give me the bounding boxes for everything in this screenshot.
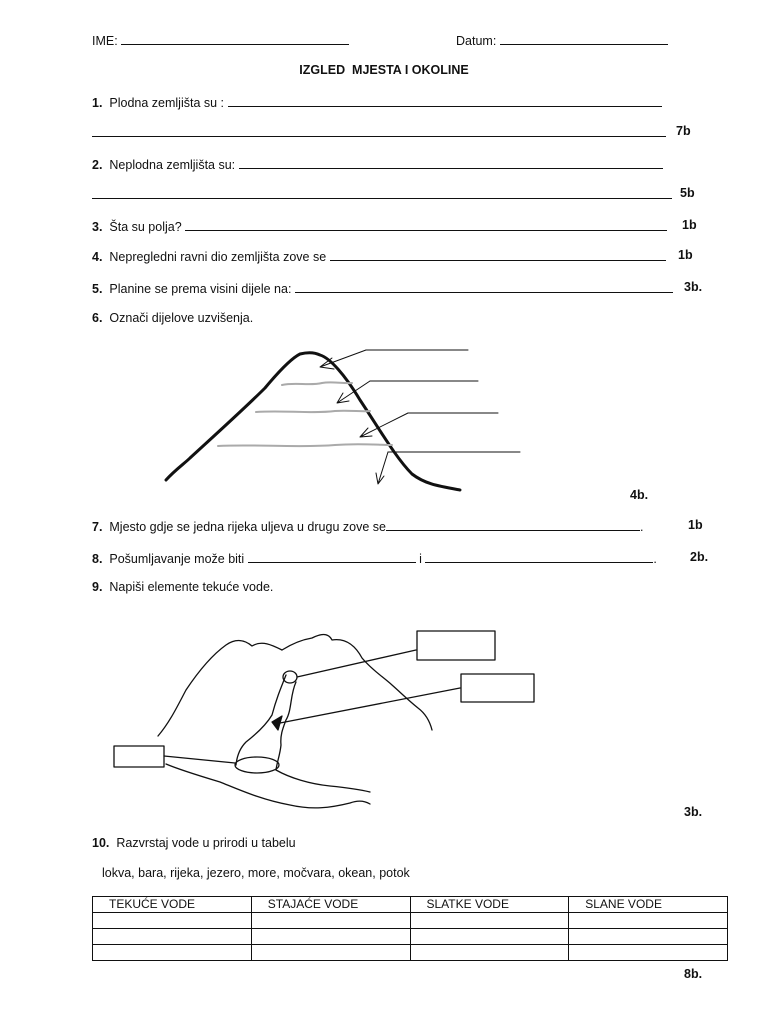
answer-blank[interactable]	[239, 156, 663, 169]
central-ridge	[282, 635, 432, 731]
question-8-connector: i	[419, 552, 422, 566]
date-blank[interactable]	[500, 32, 668, 45]
question-1-points: 7b	[676, 124, 691, 138]
course-arrow	[272, 716, 282, 730]
answer-blank[interactable]	[92, 124, 666, 137]
pointer-arrow	[376, 452, 388, 484]
answer-blank[interactable]	[330, 248, 666, 261]
question-1-line-2	[92, 124, 666, 140]
question-1	[92, 94, 662, 110]
name-field	[92, 32, 349, 48]
question-8-number: 8.	[92, 552, 103, 566]
label-box-source	[417, 631, 495, 660]
course-connector	[280, 688, 460, 723]
pointer-arrow	[360, 413, 408, 437]
name-blank[interactable]	[121, 32, 349, 45]
question-5-text: Planine se prema visini dijele na:	[109, 282, 292, 296]
table-header-flowing: TEKUĆE VODE	[93, 897, 252, 913]
question-6-text: Označi dijelove uzvišenja.	[109, 311, 254, 325]
water-classification-table	[92, 896, 728, 961]
question-3-points: 1b	[682, 218, 697, 232]
question-7: 7. Mjesto gdje se jedna rijeka uljeva u drugu zove se .	[92, 520, 644, 534]
source-connector	[297, 650, 416, 677]
question-10-points: 8b.	[684, 967, 703, 981]
question-2	[92, 156, 663, 172]
question-3-number: 3.	[92, 220, 103, 234]
table-cell[interactable]	[93, 913, 252, 929]
question-4	[92, 248, 666, 264]
river-bed-line	[276, 770, 370, 792]
question-3	[92, 218, 667, 234]
table-cell[interactable]	[93, 929, 252, 945]
question-2-line-2	[92, 186, 672, 202]
question-4-number: 4.	[92, 250, 103, 264]
river-bank-left	[236, 675, 286, 765]
table-cell[interactable]	[569, 913, 728, 929]
question-6-number: 6.	[92, 311, 103, 325]
question-6-points: 4b.	[630, 488, 649, 502]
question-6	[92, 311, 253, 325]
question-5-number: 5.	[92, 282, 103, 296]
question-5	[92, 280, 673, 296]
answer-blank[interactable]	[425, 550, 653, 563]
question-1-text: Plodna zemljišta su :	[109, 96, 225, 110]
question-2-number: 2.	[92, 158, 103, 172]
river-mouth	[235, 757, 279, 773]
question-2-text: Neplodna zemljišta su:	[109, 158, 236, 172]
question-3-text: Šta su polja?	[109, 220, 182, 234]
table-cell[interactable]	[251, 913, 410, 929]
mountain-outline	[166, 353, 460, 490]
question-10-number: 10.	[92, 836, 110, 850]
name-label: IME:	[92, 34, 118, 48]
question-9-points: 3b.	[684, 805, 703, 819]
table-header-fresh: SLATKE VODE	[410, 897, 569, 913]
table-header-standing: STAJAĆE VODE	[251, 897, 410, 913]
table-cell[interactable]	[569, 929, 728, 945]
pointer-arrow	[320, 350, 366, 369]
height-level-line	[282, 382, 352, 385]
label-box-course	[461, 674, 534, 702]
question-5-points: 3b.	[684, 280, 703, 294]
table-cell[interactable]	[410, 945, 569, 961]
answer-blank[interactable]	[295, 280, 673, 293]
answer-blank[interactable]	[92, 186, 672, 199]
date-label: Datum:	[456, 34, 497, 48]
answer-blank[interactable]	[228, 94, 662, 107]
river-bank-right	[276, 682, 296, 770]
table-cell[interactable]	[251, 945, 410, 961]
label-box-mouth	[114, 746, 164, 767]
question-7-text: Mjesto gdje se jedna rijeka uljeva u drugu zove se	[109, 520, 386, 534]
river-bed-line	[166, 764, 370, 808]
table-header-row	[93, 897, 728, 913]
table-cell[interactable]	[251, 929, 410, 945]
question-9-text: Napiši elemente tekuće vode.	[109, 580, 274, 594]
table-cell[interactable]	[410, 929, 569, 945]
pointer-arrow	[337, 381, 370, 403]
question-10	[92, 836, 296, 850]
table-cell[interactable]	[93, 945, 252, 961]
table-header-salt: SLANE VODE	[569, 897, 728, 913]
height-level-line	[256, 411, 370, 412]
question-4-points: 1b	[678, 248, 693, 262]
word-list: lokva, bara, rijeka, jezero, more, močvara, okean, potok	[102, 866, 410, 880]
question-1-number: 1.	[92, 96, 103, 110]
question-8-points: 2b.	[690, 550, 709, 564]
answer-blank[interactable]	[185, 218, 667, 231]
question-4-text: Nepregledni ravni dio zemljišta zove se	[109, 250, 327, 264]
question-10-text: Razvrstaj vode u prirodi u tabelu	[116, 836, 296, 850]
left-ridge	[158, 641, 282, 736]
table-cell[interactable]	[569, 945, 728, 961]
page-title: IZGLED MJESTA I OKOLINE	[299, 63, 469, 77]
date-field	[456, 32, 668, 48]
question-8-text: Pošumljavanje može biti	[109, 552, 245, 566]
table-row	[93, 945, 728, 961]
question-9	[92, 580, 273, 594]
answer-blank[interactable]	[386, 518, 640, 531]
question-7-number: 7.	[92, 520, 103, 534]
height-level-line	[218, 444, 392, 446]
table-cell[interactable]	[410, 913, 569, 929]
question-7-points: 1b	[688, 518, 703, 532]
answer-blank[interactable]	[248, 550, 416, 563]
table-row	[93, 929, 728, 945]
table-row	[93, 913, 728, 929]
mouth-connector	[164, 756, 235, 763]
question-9-number: 9.	[92, 580, 103, 594]
river-source	[283, 671, 297, 683]
question-8: 8. Pošumljavanje može biti i .	[92, 552, 657, 566]
question-2-points: 5b	[680, 186, 695, 200]
